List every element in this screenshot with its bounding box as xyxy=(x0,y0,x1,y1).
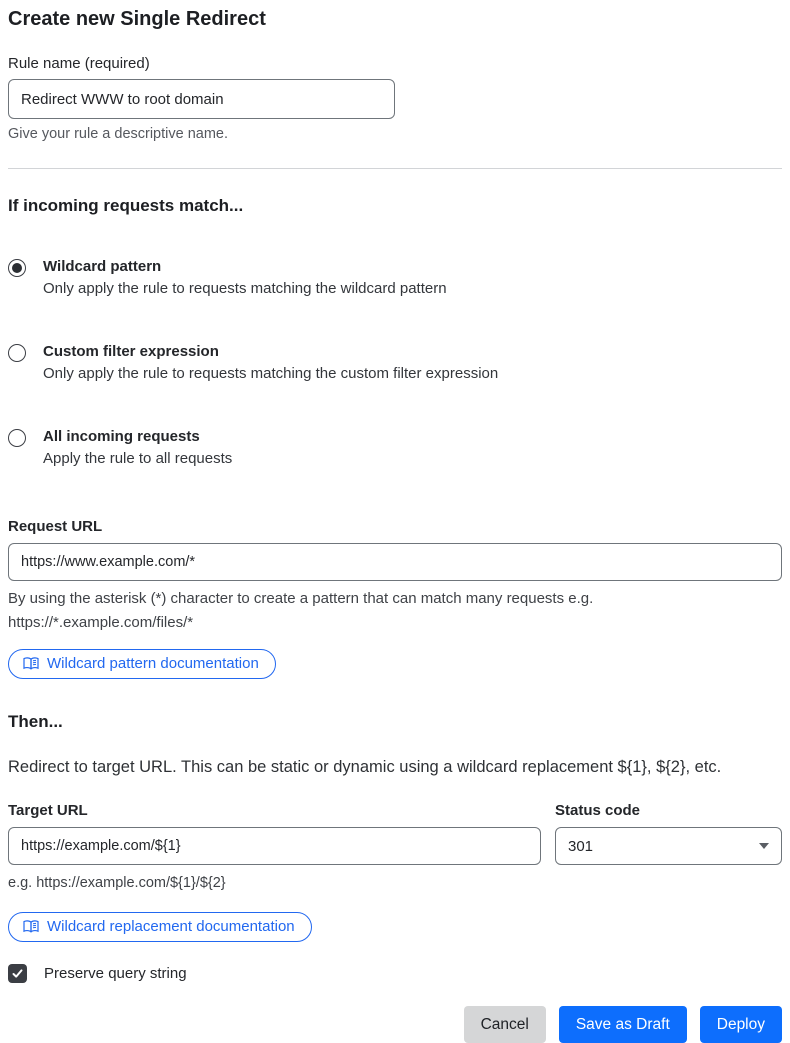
target-url-help: e.g. https://example.com/${1}/${2} xyxy=(8,875,226,891)
radio-unselected-icon[interactable] xyxy=(8,344,26,362)
then-section-heading: Then... xyxy=(8,712,63,731)
rule-name-label: Rule name (required) xyxy=(8,55,150,72)
chevron-down-icon xyxy=(759,843,769,849)
radio-option-wildcard-pattern[interactable] xyxy=(8,257,782,300)
footer-actions xyxy=(8,1006,782,1043)
save-as-draft-button[interactable]: Save as Draft xyxy=(559,1006,687,1043)
radio-label: All incoming requests xyxy=(43,428,200,445)
request-url-help-line2: https://*.example.com/files/* xyxy=(8,614,194,631)
match-type-radio-group xyxy=(8,257,782,470)
match-section-heading: If incoming requests match... xyxy=(8,196,244,215)
radio-label: Custom filter expression xyxy=(43,343,219,360)
preserve-query-string-label: Preserve query string xyxy=(44,965,187,982)
radio-unselected-icon[interactable] xyxy=(8,429,26,447)
status-code-select[interactable] xyxy=(555,827,782,865)
target-url-label: Target URL xyxy=(8,802,88,819)
checkbox-checked-icon[interactable] xyxy=(8,964,27,983)
rule-name-help: Give your rule a descriptive name. xyxy=(8,126,229,142)
status-code-label: Status code xyxy=(555,802,641,819)
radio-description: Only apply the rule to requests matching the custom filter expression xyxy=(43,365,499,382)
request-url-help-line1: By using the asterisk (*) character to create a pattern that can match many requests e.g. xyxy=(8,590,594,607)
radio-description: Apply the rule to all requests xyxy=(43,450,233,467)
status-code-value: 301 xyxy=(568,837,594,855)
page-title: Create new Single Redirect xyxy=(8,8,266,30)
wildcard-replacement-doc-button[interactable] xyxy=(8,912,312,942)
wildcard-pattern-doc-button[interactable] xyxy=(8,649,276,679)
radio-label: Wildcard pattern xyxy=(43,258,162,275)
request-url-help xyxy=(8,587,782,635)
doc-button-label: Wildcard replacement documentation xyxy=(47,918,295,935)
radio-option-custom-filter-expression[interactable] xyxy=(8,342,782,385)
deploy-button[interactable]: Deploy xyxy=(700,1006,782,1043)
target-url-input[interactable] xyxy=(8,827,541,865)
open-book-icon xyxy=(23,656,39,671)
cancel-button[interactable]: Cancel xyxy=(464,1006,546,1043)
preserve-query-string-row[interactable] xyxy=(8,964,782,983)
doc-button-label: Wildcard pattern documentation xyxy=(47,655,259,672)
then-section-description: Redirect to target URL. This can be static or dynamic using a wildcard replacement ${1}, ${2}, etc. xyxy=(8,758,722,776)
section-divider xyxy=(8,168,782,169)
request-url-input[interactable] xyxy=(8,543,782,581)
open-book-icon xyxy=(23,919,39,934)
radio-description: Only apply the rule to requests matching the wildcard pattern xyxy=(43,280,447,297)
radio-selected-icon[interactable] xyxy=(8,259,26,277)
rule-name-input[interactable] xyxy=(8,79,395,119)
request-url-label: Request URL xyxy=(8,518,103,535)
radio-option-all-incoming-requests[interactable] xyxy=(8,427,782,470)
